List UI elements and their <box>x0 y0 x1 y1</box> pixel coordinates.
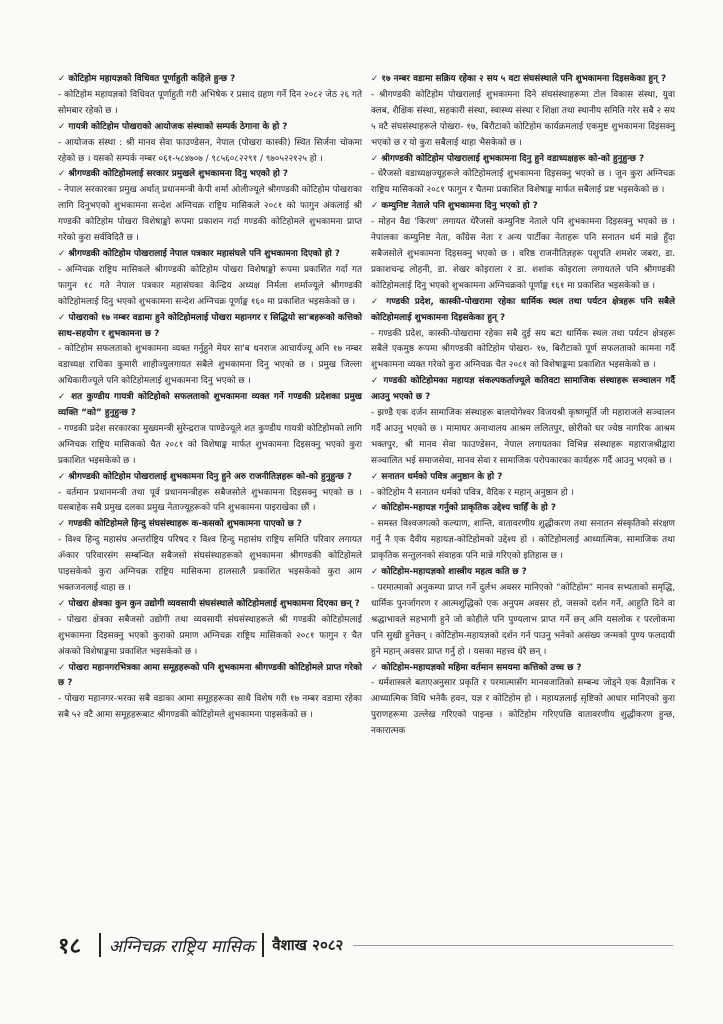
question: ✓ कोटिहोम महायज्ञको विधिवत पूर्णाहुती कहिले हुन्छ ? <box>58 74 236 84</box>
left-column <box>58 72 362 724</box>
question: ✓ सनातन धर्मको पवित्र अनुष्ठान के हो ? <box>371 471 503 482</box>
magazine-name: अग्निचक्र राष्ट्रिय मासिक <box>108 936 255 957</box>
question: ✓ पोखराको १७ नम्बर वडामा हुने कोटिहोमलाई पोखरा महानगर र सिद्धियो सा'बहरूको कत्तिको साथ-सहयोग र शुभकामना छ ? <box>58 312 362 339</box>
answer: - अग्निचक्र राष्ट्रिय मासिकले श्रीगण्डकी कोटिहोम पोखरा विशेषाङ्को रूपमा प्रकाशित गर्दा गत फागुन १८ गते नेपाल पत्रकार महासंघका केन्द्रिय अध्यक्ष निर्मला शर्माज्यूले श्रीगण्डकी कोटिहोमलाई दिनु भएको शुभकामना सन्देश अग्निचक्र पूर्णाङ्क १६० मा प्रकाशित भइसकेको छ । <box>58 264 362 307</box>
question: ✓ कम्युनिष्ट नेताले पनि शुभकामना दिनु भएको हो ? <box>371 201 538 212</box>
answer: - विश्व हिन्दु महासंघ अन्तर्राष्ट्रिय परिषद र विश्व हिन्दु महासंघ राष्ट्रिय समिति परिवार लगायत ॐकार परिवारसंग सम्बन्धित सबैजसो संघसंस्थाहरूको शुभकामना श्रीगण्डकी कोटिहोमले पाइसकेको कुरा अग्निचक्र राष्ट्रिय मासिकमा हालसालै प्रकाशित भइसकेको कुरा आम भक्तजनलाई थाहा छ । <box>58 535 362 593</box>
answer: - कोटिहोम नै सनातन धर्मको पवित्र, वैदिक र महान् अनुष्ठान हो । <box>371 487 574 498</box>
answer: - नेपाल सरकारका प्रमुख अर्थात् प्रधानमन्त्री केपी शर्मा ओलीज्यूले श्रीगण्डकी कोटिहोम पोखराका लागि दिनुभएको शुभकामना सन्देश अग्निचक्र राष्ट्रिय मासिकले २०८१ को फागुन अंकलाई श्री गण्डकी कोटिहोम पोखरा विशेषाङ्को रूपमा प्रकाशन गर्दा गण्डकी कोटिहोमले शुभकामना प्राप्त गरेको कुरा सर्वविदितै छ । <box>58 185 362 244</box>
answer: - पोखरा क्षेत्रका सबैजसो उद्योगी तथा व्यवसायी संघसंस्थाहरूले श्री गण्डकी कोटिहोमलाई शुभकामना दिइसक्नु भएको कुराको प्रमाण अग्निचक्र राष्ट्रिय मासिकको २०८१ फागुन र चैत अंकको विशेषाङ्कमा प्रकाशित भइसकेको छ । <box>58 614 362 657</box>
issue-date: वैशाख २०८२ <box>272 936 344 954</box>
answer: - कोटिहोम सफलताको शुभकामना व्यक्त गर्नुहुने मेयर सा'ब धनराज आचार्यज्यू अनि १७ नम्बर वडाध्यक्ष राधिका कुमारी शाहीज्युलगायत सबैले शुभकामना दिनु भएको छ । प्रमुख जिल्ला अधिकारीज्यूले पनि कोटिहोमलाई शुभकामना दिनु भएको छ । <box>58 344 362 387</box>
answer: - श्रीगण्डकी कोटिहोम पोखरालाई शुभकामना दिने संघसंस्थाहरूमा टोल विकास संस्था, युवा क्लब, शैक्षिक संस्था, सहकारी संस्था, स्वास्थ्य संस्था र शिक्षा तथा स्थानीय समिति गरेर सबै २ सय ५ वटै संघसंस्थाहरूले पोखरा- १७, बिरौटाको कोटिहोम कार्यक्रमलाई एकमुष्ट शुभकामना दिइसक्नु भएको छ र यो कुरा सबैलाई थाहा भैसकेको छ । <box>371 89 675 148</box>
divider <box>99 933 101 957</box>
question: ✓ शत कुण्डीय गायत्री कोटिहोको सफलताको शुभकामना व्यक्त गर्ने गण्डकी प्रदेशका प्रमुख व्यक्ति “को” हुनुहुन्छ ? <box>58 392 362 419</box>
question: ✓ कोटिहोम-महायज्ञको शास्त्रीय महत्व कति छ ? <box>371 567 527 578</box>
answer: - आयोजक संस्था : श्री मानव सेवा फाउण्डेसन, नेपाल (पोखरा कास्की) स्थित सिर्जना चोकमा रहेको छ । यसको सम्पर्क नम्बर ०६१-५८४७०७ / ९८५६०८२२९१ / ९७०५२२१२५ हो । <box>58 137 362 164</box>
answer: - मोहन वैद्य 'किरण' लगायत धेरैजसो कम्युनिष्ट नेताले पनि शुभकामना दिइसक्नु भएको छ । नेपालका कम्युनिष्ट नेता, काँग्रेस नेता र अन्य पार्टीका नेताहरू पनि सनातन धर्म मान्ने हुँदा सबैजसोले शुभकामना दिइसक्नु भएको छ । वरिष्ठ राजनीतिज्ञहरू पशुपति शमशेर जबरा, डा. प्रकाशचन्द्र लोहनी, डा. शेखर कोइराला र डा. शशांक कोइराला लगायतले पनि श्रीगण्डकी कोटिहोमलाई दिनु भएको शुभकामना अग्निचक्रको पूर्णाङ्क १६१ मा प्रकाशित भइसकेको छ । <box>371 217 675 291</box>
page-footer <box>58 930 673 960</box>
question: ✓ पोखरा महानगरभित्रका आमा समूहहरूको पनि शुभकामना श्रीगण्डकी कोटिहोमले प्राप्त गरेको छ ? <box>58 662 362 689</box>
answer: - गण्डकी प्रदेश, कास्की-पोखरामा रहेका सबै दुई सय बटा धार्मिक स्थल तथा पर्यटन क्षेत्रहरू सबैले एकमुष्ठ रूपमा श्रीगण्डकी कोटिहोम पोखरा- १७, बिरौटाको पूर्ण सफलताको कामना गर्दै शुभकामना व्यक्त गरेको कुरा अग्निचक्र चैत २०८१ को विशेषाङ्कमा प्रकाशित भइसकेको छ । <box>371 328 675 371</box>
answer: - धेरैजसो वडाध्यक्षज्यूहरूले कोटिहोमलाई शुभकामना दिइसक्नु भएको छ । जुन कुरा अग्निचक्र राष्ट्रिय मासिकको २०८१ फागुन र चैतमा प्रकाशित विशेषाङ्क मार्फत सबैलाई प्रष्ट भइसकेको छ । <box>371 169 675 196</box>
answer: - परमात्माको अनुकम्पा प्राप्त गर्ने दुर्लभ अवसर मानिएको “कोटिहोम” मानव सभ्यताको समृद्धि, धार्मिक पुनर्जागरण र आत्मशुद्धिको एक अनुपम अवसर हो, जसको दर्शन गर्ने, आहुति दिने वा श्रद्धाभावले सहभागी हुने जो कोहीले पनि पुण्यलाभ प्राप्त गर्ने छन् अनि यसलोक र परलोकमा पनि सुखी हुनेछन् । कोटिहोम-महायज्ञको दर्शन गर्न पाउनु भनेको असंख्य जन्मको पुण्य फलदायी हुने महान् अवसर प्राप्त गर्नु हो । यसका महत्त्व धेरै छन् । <box>371 583 675 657</box>
answer: - धर्मशास्त्रले बताएअनुसार प्रकृति र परमात्मासँग मानवजातिको सम्बन्ध जोड्ने एक वैज्ञानिक र आध्यात्मिक विधि भनेकै हवन, यज्ञ र कोटिहोम हो । महायज्ञलाई सृष्टिको आधार मानिएको कुरा पुराणहरूमा उल्लेख गरिएको पाइन्छ । कोटिहोम गरिएपछि वातावरणीय शुद्धीकरण हुन्छ, नकारात्मक <box>371 678 675 737</box>
question: ✓ गायत्री कोटिहोम पोखराको आयोजक संस्थाको सम्पर्क ठेगाना के हो ? <box>58 121 288 132</box>
answer: - कोटिहोम महायज्ञको विधिवत पूर्णाहुती गरी अभिषेक र प्रसाद ग्रहण गर्ने दिन २०८२ जेठ २६ गते सोमबार रहेको छ । <box>58 89 362 116</box>
question: ✓ श्रीगण्डकी कोटिहोम पोखरालाई शुभकामना दिनु हुने वडाध्यक्षहरू को-को हुनुहुन्छ ? <box>371 153 645 164</box>
answer: - पोखरा महानगर-भरका सबै वडाका आमा समूहहरूका साथै विशेष गरी १७ नम्बर वडामा रहेका सबै ५२ वटै आमा समूहहरूबाट श्रीगण्डकी कोटिहोमले शुभकामना पाइसकेको छ । <box>58 694 362 721</box>
question: ✓ गण्डकी कोटिहोमका महायज्ञ संकल्पकर्ताज्यूले कतिवटा सामाजिक संस्थाहरू सञ्चालन गर्दै आउनु भएको छ ? <box>371 376 675 403</box>
question: ✓ कोटिहोम-महायज्ञको महिमा वर्तमान समयमा कत्तिको उच्च छ ? <box>371 662 582 673</box>
question: ✓ गण्डकी कोटिहोमले हिन्दु संघसंस्थाहरू क-कसको शुभकामना पाएको छ ? <box>58 519 303 530</box>
question: ✓ पोखरा क्षेत्रका कुन कुन उद्योगी व्यवसायी संघसंस्थाले कोटिहोमलाई शुभकामना दिएका छन् ? <box>58 598 360 609</box>
question: ✓ श्रीगण्डकी कोटिहोम पोखरालाई नेपाल पत्रकार महासंघले पनि शुभकामना दिएको हो ? <box>58 248 340 259</box>
question: ✓ श्रीगण्डकी कोटिहोमलाई सरकार प्रमुखले शुभकामना दिनु भएको हो ? <box>58 169 289 180</box>
page-number: १८ <box>58 934 81 959</box>
divider <box>262 933 264 957</box>
answer: - झण्डै एक दर्जन सामाजिक संस्थाहरू बालयोगेश्वर विजयश्री कृष्णमूर्ति जी महाराजले सञ्चालन गर्दै आउनु भएको छ । मामाघर अनाथालय आश्रम ललितपुर, छोरीको घर ज्येष्ठ नागरिक आश्रम भक्तपुर, श्री मानव सेवा फाउण्डेसन, नेपाल लगायतका विभिन्न संस्थाहरू महाराजश्रीद्वारा सञ्चालित भई समाजसेवा, मानव सेवा र सामाजिक परोपकारका कार्यहरू गर्दै आउनु भएको छ । <box>371 408 675 466</box>
answer: - समस्त विश्वजगत्को कल्याण, शान्ति, वातावरणीय शुद्धीकरण तथा सनातन संस्कृतिको संरक्षण गर्नु नै एक दैवीय महायज्ञ-कोटिहोमको उद्देश्य हो । कोटिहोमलाई आध्यात्मिक, सामाजिक तथा प्राकृतिक सन्तुलनको संवाहक पनि मान्ने गरिएको इतिहास छ । <box>371 519 675 562</box>
answer: - गण्डकी प्रदेश सरकारका मुख्यमन्त्री सुरेन्द्रराज पाण्डेज्यूले शत कुण्डीय गायत्री कोटिहोमको लागि अग्निचक्र राष्ट्रिय मासिकको चैत २०८१ को विशेषाङ्क मार्फत शुभकामना दिइसक्नु भएको कुरा प्रकाशित भइसकेको छ । <box>58 423 362 466</box>
question: ✓ श्रीगण्डकी कोटिहोम पोखरालाई शुभकामना दिनु हुने अरु राजनीतिज्ञहरू को-को हुनुहुन्छ ? <box>58 471 353 482</box>
question: ✓ कोटिहोम-महायज्ञ गर्नुको प्राकृतिक उद्देश्य चाहिँ के हो ? <box>371 503 556 514</box>
footer-rule <box>353 945 673 946</box>
question: ✓ गण्डकी प्रदेश, कास्की-पोखरामा रहेका धार्मिक स्थल तथा पर्यटन क्षेत्रहरू पनि सबैले कोटिहोमलाई शुभकामना दिइसकेका हुन् ? <box>371 296 675 323</box>
question: ✓ १७ नम्बर वडामा सक्रिय रहेका २ सय ५ वटा संघसंस्थाले पनि शुभकामना दिइसकेका हुन् ? <box>371 74 667 84</box>
answer: - वर्तमान प्रधानमन्त्री तथा पूर्व प्रधानमन्त्रीहरू सबैजसोले शुभकामना दिइसक्नु भएको छ । यसबाहेक सबै प्रमुख दलका प्रमुख नेताज्यूहरूको पनि शुभकामना पाइराखेका छौं । <box>58 487 362 514</box>
right-column <box>371 72 675 740</box>
